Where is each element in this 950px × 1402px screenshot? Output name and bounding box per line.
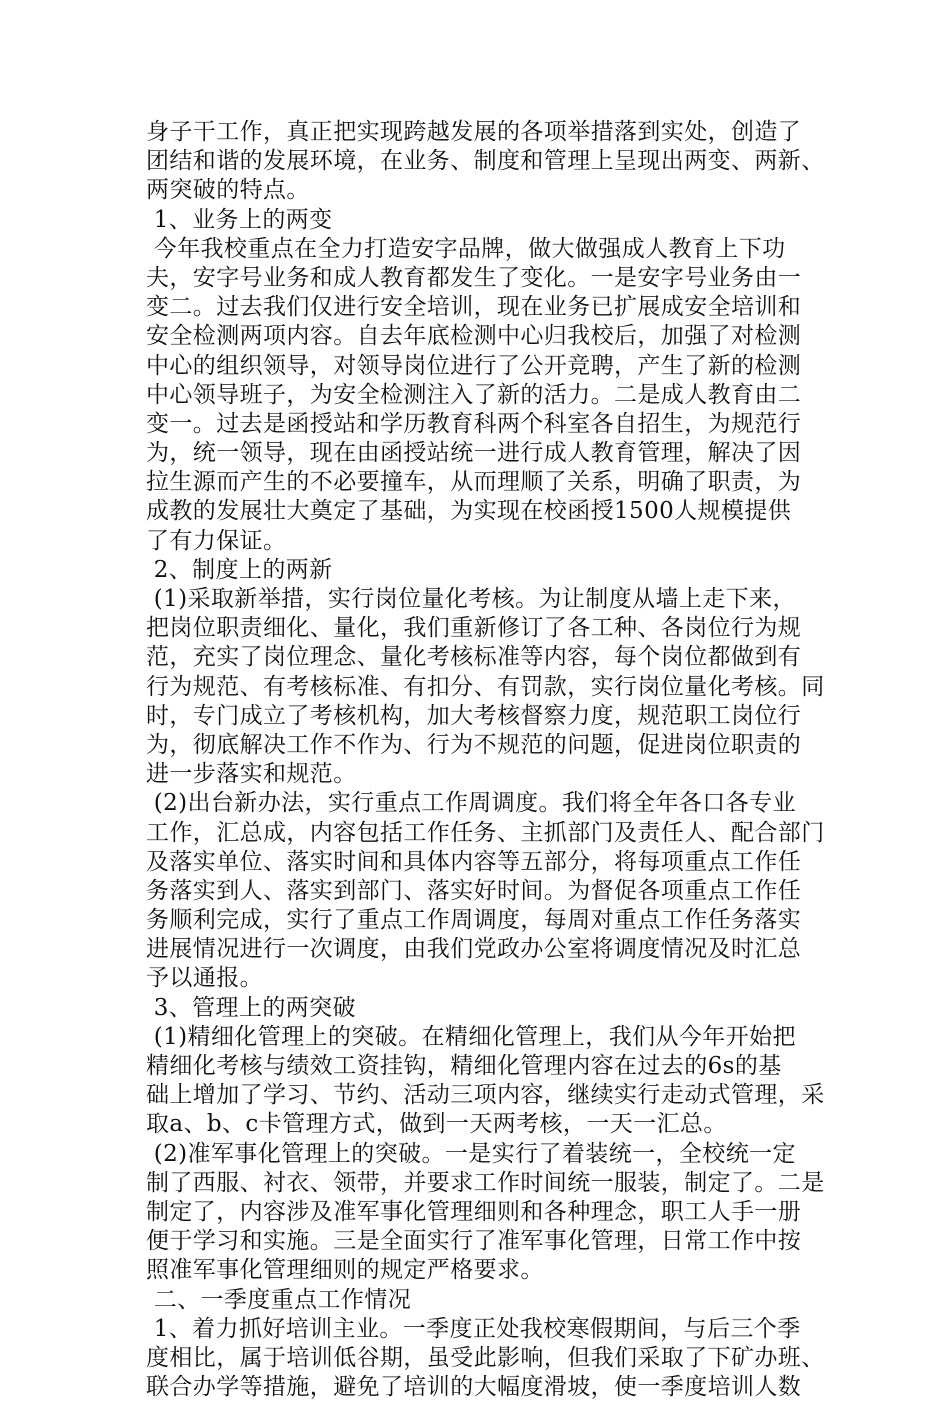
section-heading: 2、制度上的两新: [146, 556, 333, 583]
text-line: 中心的组织领导，对领导岗位进行了公开竞聘，产生了新的检测: [146, 352, 802, 379]
text-line: 1、着力抓好培训主业。一季度正处我校寒假期间，与后三个季: [146, 1315, 801, 1342]
text-line: 度相比，属于培训低谷期，虽受此影响，但我们采取了下矿办班、: [146, 1344, 825, 1371]
text-line: (1)精细化管理上的突破。在精细化管理上，我们从今年开始把: [146, 1023, 796, 1050]
text-line: 中心领导班子，为安全检测注入了新的活力。二是成人教育由二: [146, 381, 802, 408]
text-line: 两突破的特点。: [146, 177, 310, 204]
text-line: 安全检测两项内容。自去年底检测中心归我校后，加强了对检测: [146, 323, 802, 350]
section-heading: 二、一季度重点工作情况: [146, 1286, 412, 1313]
text-line: 进展情况进行一次调度，由我们党政办公室将调度情况及时汇总: [146, 936, 802, 963]
text-line: 取a、b、c卡管理方式，做到一天两考核，一天一汇总。: [146, 1111, 727, 1138]
text-line: 工作，汇总成，内容包括工作任务、主抓部门及责任人、配合部门: [146, 819, 825, 846]
text-line: 便于学习和实施。三是全面实行了准军事化管理，日常工作中按: [146, 1228, 802, 1255]
text-line: 制定了，内容涉及准军事化管理细则和各种理念，职工人手一册: [146, 1198, 802, 1225]
text-line: 制了西服、衬衣、领带，并要求工作时间统一服装，制定了。二是: [146, 1169, 825, 1196]
text-line: 进一步落实和规范。: [146, 761, 357, 788]
text-line: (2)准军事化管理上的突破。一是实行了着装统一，全校统一定: [146, 1140, 796, 1167]
text-line: 成教的发展壮大奠定了基础，为实现在校函授1500人规模提供: [146, 498, 792, 525]
section-heading: 3、管理上的两突破: [146, 994, 356, 1021]
text-line: 范，充实了岗位理念、量化考核标准等内容，每个岗位都做到有: [146, 644, 802, 671]
text-line: 及落实单位、落实时间和具体内容等五部分，将每项重点工作任: [146, 848, 802, 875]
text-line: 身子干工作，真正把实现跨越发展的各项举措落到实处，创造了: [146, 119, 802, 145]
text-line: 今年我校重点在全力打造安字品牌，做大做强成人教育上下功: [146, 235, 786, 262]
text-line: (1)采取新举措，实行岗位量化考核。为让制度从墙上走下来，: [146, 586, 796, 612]
text-line: 变二。过去我们仅进行安全培训，现在业务已扩展成安全培训和: [146, 294, 802, 321]
text-line: 予以通报。: [146, 965, 263, 992]
text-line: 变一。过去是函授站和学历教育科两个科室各自招生，为规范行: [146, 410, 802, 437]
text-line: 联合办学等措施，避免了培训的大幅度滑坡，使一季度培训人数: [146, 1374, 802, 1401]
text-line: 为，彻底解决工作不作为、行为不规范的问题，促进岗位职责的: [146, 731, 802, 758]
text-line: 务落实到人、落实到部门、落实好时间。为督促各项重点工作任: [146, 877, 802, 904]
text-line: 照准军事化管理细则的规定严格要求。: [146, 1257, 544, 1284]
text-line: 了有力保证。: [146, 527, 287, 554]
text-line: 夫，安字号业务和成人教育都发生了变化。一是安字号业务由一: [146, 264, 802, 291]
text-line: 把岗位职责细化、量化，我们重新修订了各工种、各岗位行为规: [146, 615, 802, 642]
section-heading: 1、业务上的两变: [146, 206, 333, 233]
text-line: 拉生源而产生的不必要撞车，从而理顺了关系，明确了职责，为: [146, 469, 802, 496]
text-line: 础上增加了学习、节约、活动三项内容，继续实行走动式管理，采: [146, 1082, 825, 1109]
text-line: 团结和谐的发展环境，在业务、制度和管理上呈现出两变、两新、: [146, 148, 825, 175]
text-line: (2)出台新办法，实行重点工作周调度。我们将全年各口各专业: [146, 790, 796, 817]
text-line: 为，统一领导，现在由函授站统一进行成人教育管理，解决了因: [146, 440, 802, 467]
text-line: 行为规范、有考核标准、有扣分、有罚款，实行岗位量化考核。同: [146, 673, 825, 700]
text-line: 精细化考核与绩效工资挂钩，精细化管理内容在过去的6s的基: [146, 1053, 782, 1079]
text-line: 务顺利完成，实行了重点工作周调度，每周对重点工作任务落实: [146, 907, 802, 934]
document-body-text: [146, 118, 825, 1402]
text-line: 时，专门成立了考核机构，加大考核督察力度，规范职工岗位行: [146, 702, 802, 729]
